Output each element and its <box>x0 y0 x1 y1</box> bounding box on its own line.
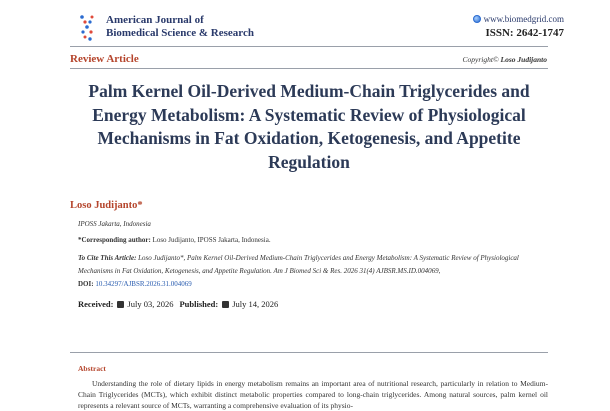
issn: ISSN: 2642-1747 <box>485 27 564 39</box>
abstract-divider <box>70 352 548 353</box>
copyright: Copyright© Loso Judijanto <box>462 55 547 64</box>
publication-dates: Received: July 03, 2026 Published: July 14, 2026 <box>78 299 279 309</box>
citation: To Cite This Article: Loso Judijanto*, Palm Kernel Oil-Derived Medium-Chain Triglycerides and Energy Metabolism: A Systematic Review of Physiological Mechanisms in Fat Oxidation, Ketogenesis, and Appetite Regulation. Am J Biomed Sci & Res. 2026 31(4) AJBSR.MS.ID.004069, DOI: 10.34297/AJBSR.2026.31.004069 <box>78 254 519 288</box>
author-name: Loso Judijanto* <box>70 200 143 211</box>
website-link[interactable]: www.biomedgrid.com <box>473 14 564 24</box>
subheader-divider <box>70 68 548 69</box>
dna-helix-icon <box>76 14 98 42</box>
affiliation: IPOSS Jakarta, Indonesia <box>78 220 151 228</box>
globe-icon <box>473 15 481 23</box>
calendar-icon <box>222 301 229 308</box>
article-type: Review Article <box>70 53 139 65</box>
calendar-icon <box>117 301 124 308</box>
header-divider <box>70 46 548 47</box>
corresponding-author: *Corresponding author: Loso Judijanto, IPOSS Jakarta, Indonesia. <box>78 236 271 244</box>
doi-link[interactable]: 10.34297/AJBSR.2026.31.004069 <box>95 280 192 288</box>
abstract-text: Understanding the role of dietary lipids in energy metabolism remains an important area of nutritional research, particularly in relation to Medium-Chain Triglycerides (MCTs), which exhibit distinct metabolic properties compared to long-chain triglycerides. Among natural sources, palm kernel oil represents a relevant source of MCTs, warranting a comprehensive evaluation of its physio- <box>78 379 548 410</box>
abstract-heading: Abstract <box>78 364 106 373</box>
article-title: Palm Kernel Oil-Derived Medium-Chain Triglycerides and Energy Metabolism: A Systematic Review of Physiological Mechanisms in Fat Oxidation, Ketogenesis, and Appetite Regulation <box>88 81 530 172</box>
journal-name: American Journal of Biomedical Science & Research <box>106 14 254 39</box>
